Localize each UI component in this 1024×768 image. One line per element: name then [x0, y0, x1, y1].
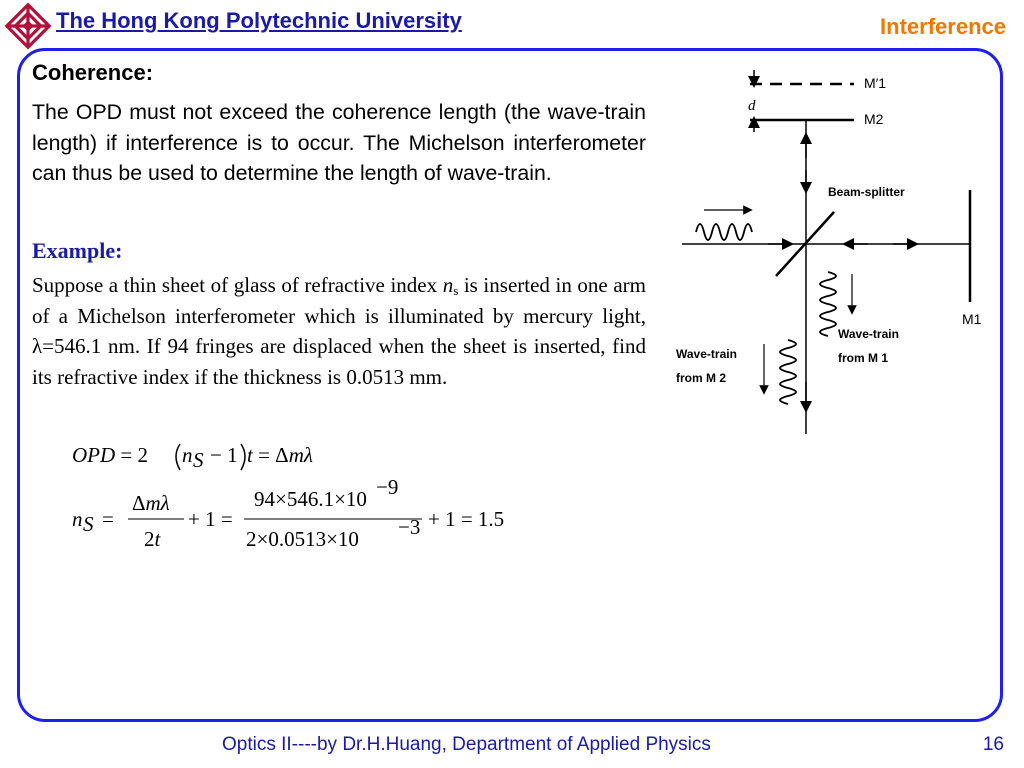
- university-logo: [4, 2, 52, 50]
- svg-text:− 1: − 1: [210, 443, 238, 467]
- university-name: The Hong Kong Polytechnic University: [56, 8, 462, 33]
- svg-text:2t: 2t: [144, 527, 161, 551]
- slide-topic: Interference: [880, 14, 1006, 39]
- svg-text:=: =: [102, 507, 114, 531]
- label-wave-train-m1-line2: from M 1: [838, 351, 889, 365]
- distance-d-label: d: [748, 98, 756, 114]
- equations: [60, 430, 540, 560]
- refractive-index-subscript: s: [453, 283, 459, 298]
- svg-text:OPD = 2: OPD = 2: [72, 443, 149, 467]
- footer-credit: Optics II----by Dr.H.Huang, Department of Applied Physics: [222, 734, 711, 755]
- coherence-paragraph: The OPD must not exceed the coherence length (the wave-train length) if interference is to occur. The Michelson interferometer can thus be used to determine the length of wave-train.: [32, 100, 646, 185]
- svg-text:n: n: [72, 507, 83, 531]
- svg-text:+ 1 = 1.5: + 1 = 1.5: [428, 507, 505, 531]
- wave-train-from-m1: [820, 272, 836, 336]
- svg-text:n: n: [182, 443, 193, 467]
- svg-text:+ 1 =: + 1 =: [188, 507, 233, 531]
- wave-train-from-m2: [780, 340, 796, 404]
- svg-text:S: S: [193, 448, 204, 472]
- equation-opd: [72, 443, 313, 472]
- label-m1-prime: M′1: [864, 75, 887, 91]
- michelson-interferometer-diagram: [668, 62, 998, 442]
- example-heading: Example:: [32, 238, 123, 263]
- svg-text:−3: −3: [398, 515, 421, 539]
- label-wave-train-m2-line1: Wave-train: [676, 347, 737, 361]
- label-beam-splitter: Beam-splitter: [828, 185, 905, 199]
- svg-text:Δmλ: Δmλ: [132, 491, 170, 515]
- incoming-wave-train: [696, 224, 752, 240]
- svg-text:94×546.1×10: 94×546.1×10: [254, 487, 367, 511]
- page-number: 16: [982, 734, 1004, 755]
- svg-text:2×0.0513×10: 2×0.0513×10: [246, 527, 359, 551]
- svg-text:t = Δmλ: t = Δmλ: [247, 443, 313, 467]
- example-text-part2: is inserted in one arm of a Michelson interferometer which is illuminated by mercury light, λ=546.1 nm. If 94 fringes are displaced when the sheet is inserted, find its refractive index if the thickness is 0.0513 mm.: [32, 273, 646, 389]
- example-text-part1: Suppose a thin sheet of glass of refractive index: [32, 273, 443, 297]
- svg-text:−9: −9: [376, 475, 399, 499]
- equation-refractive-index: [72, 475, 504, 551]
- refractive-index-symbol: n: [442, 273, 454, 297]
- label-m1: M1: [962, 311, 982, 327]
- label-wave-train-m1-line1: Wave-train: [838, 327, 899, 341]
- example-paragraph: [32, 270, 646, 392]
- label-wave-train-m2-line2: from M 2: [676, 371, 727, 385]
- svg-text:S: S: [83, 512, 94, 536]
- label-m2: M2: [864, 111, 884, 127]
- section-heading: Coherence:: [32, 60, 154, 85]
